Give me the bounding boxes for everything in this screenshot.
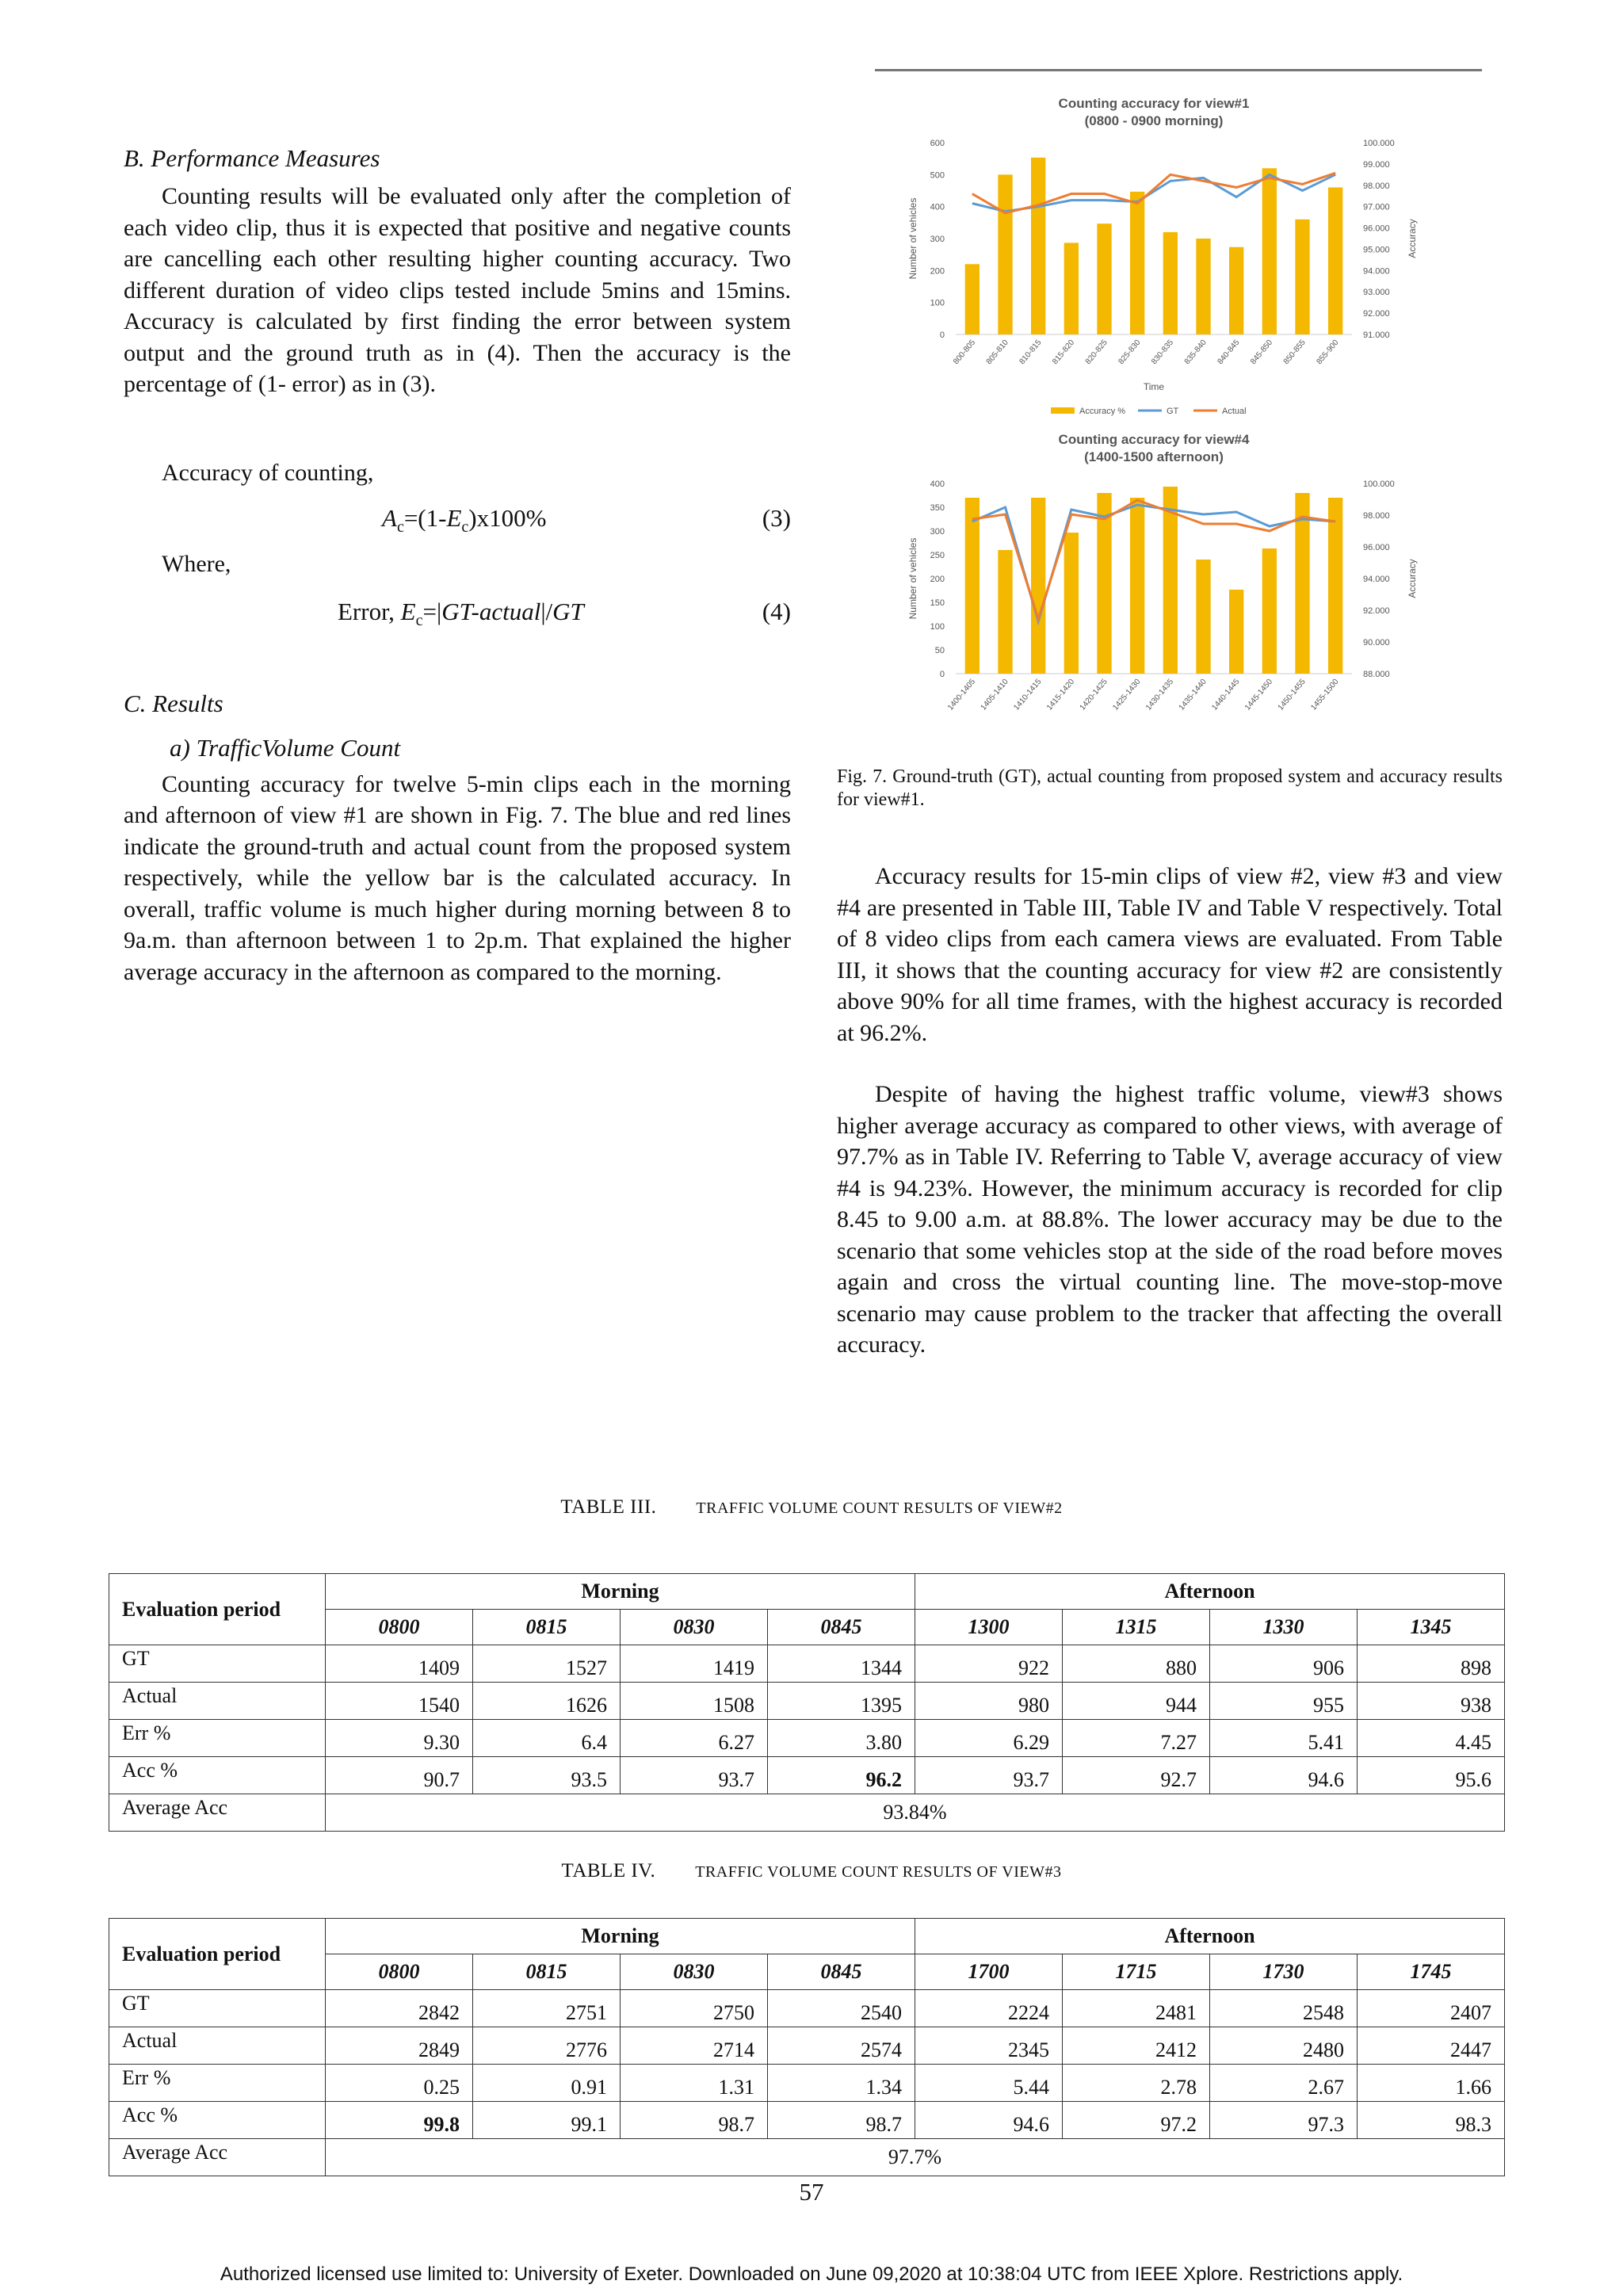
y2-tick-label: 98.000	[1363, 181, 1390, 191]
table-cell: 1540	[326, 1683, 473, 1720]
row-label: GT	[109, 1990, 326, 2027]
table-cell: 93.5	[473, 1757, 621, 1794]
table-cell: 97.3	[1210, 2102, 1358, 2139]
x-tick-label: 1410-1415	[1012, 677, 1044, 712]
y-tick-label: 350	[930, 503, 945, 513]
x-tick-label: 1435-1440	[1177, 677, 1209, 712]
table-cell: 97.2	[1063, 2102, 1210, 2139]
y2-tick-label: 93.000	[1363, 288, 1390, 298]
table-cell: 2447	[1358, 2027, 1505, 2065]
eq4-number: (4)	[762, 597, 791, 625]
eq3-error: E	[446, 504, 462, 532]
x-tick-label: 845-850	[1249, 338, 1275, 367]
line-actual	[972, 173, 1335, 212]
y-axis-label: Number of vehicles	[907, 537, 918, 620]
table4-time: 1700	[915, 1954, 1063, 1990]
table-cell: 938	[1358, 1683, 1505, 1720]
performance-measures-paragraph: Counting results will be evaluated only after the completion of each video clip, thus it is expected that positive and negative counts are cancelling each other resulting higher counting accuracy. Two different duration of video clips tested include 5mins and 15mins. Accuracy is calculated by first finding the error between system output and the ground truth as in (4). Then the accuracy is the percentage of (1- error) as in (3).	[124, 183, 791, 397]
y2-tick-label: 96.000	[1363, 223, 1390, 234]
table-cell: 93.7	[621, 1757, 768, 1794]
bar-accuracy	[1328, 187, 1342, 334]
table-cell: 1.31	[621, 2065, 768, 2102]
legend-label: GT	[1167, 407, 1179, 416]
eq4-sub: c	[415, 611, 423, 629]
eq4-symbol: E	[400, 597, 416, 625]
results-heading: C. Results	[124, 689, 223, 717]
table4	[109, 1918, 1505, 2176]
table-cell: 6.29	[915, 1720, 1063, 1757]
accuracy-label: Accuracy of counting,	[162, 459, 374, 486]
x-tick-label: 1415-1420	[1044, 677, 1077, 712]
table3-avg-label: Average Acc	[109, 1794, 326, 1832]
table3-number: TABLE III.	[560, 1496, 657, 1518]
table-cell: 906	[1210, 1645, 1358, 1683]
bar-accuracy	[1196, 239, 1210, 334]
table4-avg-value: 97.7%	[326, 2139, 1505, 2176]
bar-accuracy	[1229, 590, 1243, 674]
row-label: Acc %	[109, 2102, 326, 2139]
table-cell: 1508	[621, 1683, 768, 1720]
y-tick-label: 300	[930, 527, 945, 537]
y2-tick-label: 95.000	[1363, 245, 1390, 255]
table-cell: 4.45	[1358, 1720, 1505, 1757]
row-label: Actual	[109, 1683, 326, 1720]
chart-subtitle: (0800 - 0900 morning)	[1084, 113, 1224, 128]
x-tick-label: 1400-1405	[945, 677, 978, 712]
x-tick-label: 825-830	[1117, 338, 1143, 367]
row-label: Err %	[109, 1720, 326, 1757]
table-cell: 1344	[768, 1645, 915, 1683]
table4-time: 0815	[473, 1954, 621, 1990]
page-number: 57	[799, 2178, 824, 2206]
y2-tick-label: 97.000	[1363, 202, 1390, 212]
y-tick-label: 100	[930, 298, 945, 308]
y2-axis-label: Accuracy	[1407, 559, 1418, 598]
x-tick-label: 815-820	[1051, 338, 1077, 367]
table4-title	[0, 1860, 1623, 1882]
table-cell: 93.7	[915, 1757, 1063, 1794]
table3-time: 1330	[1210, 1610, 1358, 1645]
line-gt	[972, 505, 1335, 621]
table-cell: 5.44	[915, 2065, 1063, 2102]
table4-eval-header: Evaluation period	[109, 1919, 326, 1990]
y-tick-label: 500	[930, 170, 945, 181]
table-cell: 92.7	[1063, 1757, 1210, 1794]
eq3-op: =(1-	[403, 504, 447, 532]
eq3-tail: )x100%	[468, 504, 547, 532]
where-label: Where,	[162, 551, 231, 577]
table4-caption: TRAFFIC VOLUME COUNT RESULTS OF VIEW#3	[695, 1863, 1062, 1881]
table-cell: 2540	[768, 1990, 915, 2027]
table-cell: 9.30	[326, 1720, 473, 1757]
table-cell: 1.66	[1358, 2065, 1505, 2102]
eq4-gt: GT	[552, 597, 584, 625]
equation-3	[124, 502, 791, 537]
table4-time: 1730	[1210, 1954, 1358, 1990]
x-tick-label: 1440-1445	[1210, 677, 1242, 712]
table-cell: 2.78	[1063, 2065, 1210, 2102]
bar-accuracy	[1163, 232, 1178, 334]
x-tick-label: 1420-1425	[1078, 677, 1109, 712]
table-cell: 922	[915, 1645, 1063, 1683]
table4-time: 1745	[1358, 1954, 1505, 1990]
table3-time: 0845	[768, 1610, 915, 1645]
line-actual	[972, 500, 1335, 619]
table-cell: 94.6	[915, 2102, 1063, 2139]
row-label: Err %	[109, 2065, 326, 2102]
bar-accuracy	[998, 174, 1012, 334]
x-tick-label: 800-805	[952, 338, 978, 367]
bar-accuracy	[1295, 220, 1309, 334]
bar-accuracy	[965, 264, 980, 334]
table3-title	[0, 1496, 1623, 1519]
bar-accuracy	[1097, 223, 1111, 334]
table-cell: 955	[1210, 1683, 1358, 1720]
table-cell: 2574	[768, 2027, 915, 2065]
y-axis-label: Number of vehicles	[907, 197, 918, 280]
table-cell: 2548	[1210, 1990, 1358, 2027]
table-cell: 98.3	[1358, 2102, 1505, 2139]
y-tick-label: 200	[930, 266, 945, 277]
table4-morning-header: Morning	[326, 1919, 915, 1954]
table-row	[109, 2065, 1505, 2102]
chart-title: Counting accuracy for view#4	[1058, 432, 1250, 447]
table-cell: 3.80	[768, 1720, 915, 1757]
y-tick-label: 100	[930, 622, 945, 632]
table-cell: 1409	[326, 1645, 473, 1683]
chart-view1	[837, 48, 1503, 428]
table-cell: 94.6	[1210, 1757, 1358, 1794]
bar-accuracy	[1031, 158, 1045, 334]
table-cell: 1527	[473, 1645, 621, 1683]
y-tick-label: 0	[939, 670, 945, 679]
table-cell: 1395	[768, 1683, 915, 1720]
table-cell: 6.4	[473, 1720, 621, 1757]
bar-accuracy	[1130, 192, 1144, 334]
eq4-label: Error,	[338, 597, 401, 625]
x-tick-label: 830-835	[1150, 338, 1176, 367]
table3-caption: TRAFFIC VOLUME COUNT RESULTS OF VIEW#2	[696, 1499, 1063, 1517]
table-cell: 2480	[1210, 2027, 1358, 2065]
table4-time: 1715	[1063, 1954, 1210, 1990]
x-tick-label: 1445-1450	[1243, 677, 1275, 712]
table3	[109, 1573, 1505, 1832]
eq4-op: =|	[422, 597, 442, 625]
bar-accuracy	[1328, 498, 1342, 674]
table3-morning-header: Morning	[326, 1574, 915, 1610]
table4-number: TABLE IV.	[561, 1860, 656, 1881]
table-cell: 2750	[621, 1990, 768, 2027]
y2-tick-label: 92.000	[1363, 309, 1390, 319]
y-tick-label: 400	[930, 479, 945, 489]
table-cell: 5.41	[1210, 1720, 1358, 1757]
y-tick-label: 400	[930, 202, 945, 212]
table-cell: 880	[1063, 1645, 1210, 1683]
table4-time: 0845	[768, 1954, 915, 1990]
performance-measures-heading: B. Performance Measures	[124, 144, 380, 172]
x-tick-label: 1405-1410	[979, 677, 1010, 712]
x-tick-label: 1455-1500	[1309, 677, 1341, 712]
y2-tick-label: 94.000	[1363, 266, 1390, 277]
y2-tick-label: 99.000	[1363, 159, 1390, 170]
table-cell: 2412	[1063, 2027, 1210, 2065]
y2-tick-label: 88.000	[1363, 670, 1390, 679]
table-cell: 0.25	[326, 2065, 473, 2102]
y-tick-label: 300	[930, 235, 945, 244]
table4-avg-label: Average Acc	[109, 2139, 326, 2176]
table3-time: 1300	[915, 1610, 1063, 1645]
table-cell: 99.8	[326, 2102, 473, 2139]
right-paragraph-1: Accuracy results for 15-min clips of view #2, view #3 and view #4 are presented in Table III, Table IV and Table V respectively. Total of 8 video clips from each camera views are evaluated. From Table III, it shows that the counting accuracy for view #2 are consistently above 90% for all time frames, with the highest accuracy is recorded at 96.2%.	[837, 863, 1503, 1046]
table3-eval-header: Evaluation period	[109, 1574, 326, 1645]
table-cell: 2481	[1063, 1990, 1210, 2027]
y-tick-label: 200	[930, 575, 945, 584]
bar-accuracy	[1064, 243, 1079, 334]
y-tick-label: 600	[930, 139, 945, 148]
table-cell: 2345	[915, 2027, 1063, 2065]
table-cell: 1419	[621, 1645, 768, 1683]
results-paragraph: Counting accuracy for twelve 5-min clips each in the morning and afternoon of view #1 are shown in Fig. 7. The blue and red lines indicate the ground-truth and actual count from the proposed system respectively, while the yellow bar is the calculated accuracy. In overall, traffic volume is much higher during morning between 8 to 9a.m. than afternoon between 1 to 2p.m. That explained the higher average accuracy in the afternoon as compared to the morning.	[124, 770, 791, 985]
x-tick-label: 1425-1430	[1111, 677, 1143, 712]
bar-accuracy	[1064, 533, 1079, 674]
bar-accuracy	[1262, 548, 1277, 674]
table-cell: 98.7	[621, 2102, 768, 2139]
right-paragraph-2: Despite of having the highest traffic volume, view#3 shows higher average accuracy as compared to other views, with average of 97.7% as in Table IV. Referring to Table V, average accuracy of view #4 is 94.23%. However, the minimum accuracy is recorded for clip 8.45 to 9.00 a.m. at 88.8%. The lower accuracy may be due to the scenario that some vehicles stop at the side of the road before moves again and cross the virtual counting line. The move-stop-move scenario may cause problem to the tracker that affecting the overall accuracy.	[837, 1081, 1503, 1358]
table-cell: 2407	[1358, 1990, 1505, 2027]
table-cell: 2751	[473, 1990, 621, 2027]
table-cell: 2224	[915, 1990, 1063, 2027]
legend-label: Actual	[1222, 407, 1247, 416]
table-cell: 2842	[326, 1990, 473, 2027]
table-cell: 7.27	[1063, 1720, 1210, 1757]
table3-afternoon-header: Afternoon	[915, 1574, 1505, 1610]
y2-tick-label: 100.000	[1363, 139, 1395, 148]
bar-accuracy	[965, 498, 980, 674]
table3-time: 0800	[326, 1610, 473, 1645]
footer-license: Authorized licensed use limited to: University of Exeter. Downloaded on June 09,2020 at 10:38:04 UTC from IEEE Xplore. Restrictions apply.	[220, 2264, 1403, 2285]
table3-time: 1315	[1063, 1610, 1210, 1645]
y2-axis-label: Accuracy	[1407, 219, 1418, 258]
left-column	[124, 143, 791, 988]
x-tick-label: 835-840	[1182, 338, 1209, 367]
table-row	[109, 1720, 1505, 1757]
table4-time: 0800	[326, 1954, 473, 1990]
bar-accuracy	[1031, 498, 1045, 674]
table-cell: 99.1	[473, 2102, 621, 2139]
table-cell: 2776	[473, 2027, 621, 2065]
x-tick-label: 850-855	[1281, 338, 1308, 367]
bar-accuracy	[1130, 498, 1144, 674]
row-label: Actual	[109, 2027, 326, 2065]
table-row	[109, 1990, 1505, 2027]
table-cell: 2849	[326, 2027, 473, 2065]
y-tick-label: 250	[930, 551, 945, 560]
table-row	[109, 2027, 1505, 2065]
table-cell: 98.7	[768, 2102, 915, 2139]
table-cell: 1.34	[768, 2065, 915, 2102]
x-tick-label: 810-815	[1018, 338, 1044, 367]
figure-caption: Fig. 7. Ground-truth (GT), actual counting from proposed system and accuracy results for view#1.	[837, 766, 1503, 810]
x-tick-label: 1450-1455	[1276, 677, 1308, 712]
y-tick-label: 50	[934, 646, 945, 655]
table-cell: 6.27	[621, 1720, 768, 1757]
table-cell: 944	[1063, 1683, 1210, 1720]
eq4-div: |/	[540, 597, 553, 625]
traffic-volume-heading: a) TrafficVolume Count	[170, 733, 401, 762]
x-tick-label: 1430-1435	[1144, 677, 1176, 712]
table-cell: 2.67	[1210, 2065, 1358, 2102]
x-tick-label: 840-845	[1216, 338, 1242, 367]
table3-time: 0830	[621, 1610, 768, 1645]
chart-subtitle: (1400-1500 afternoon)	[1084, 449, 1224, 464]
y2-tick-label: 98.000	[1363, 511, 1390, 521]
x-tick-label: 820-825	[1083, 338, 1109, 367]
table-cell: 1626	[473, 1683, 621, 1720]
y2-tick-label: 100.000	[1363, 479, 1395, 489]
y-tick-label: 150	[930, 598, 945, 608]
y2-tick-label: 96.000	[1363, 543, 1390, 552]
table-cell: 898	[1358, 1645, 1505, 1683]
eq3-number: (3)	[762, 504, 791, 532]
y2-tick-label: 94.000	[1363, 575, 1390, 584]
eq4-diff: GT-actual	[441, 597, 541, 625]
table-cell: 96.2	[768, 1757, 915, 1794]
y2-tick-label: 90.000	[1363, 638, 1390, 648]
table-row	[109, 1683, 1505, 1720]
table-row	[109, 1645, 1505, 1683]
x-tick-label: 805-810	[984, 338, 1010, 367]
legend-label: Accuracy %	[1079, 407, 1126, 416]
eq3-sub2: c	[461, 518, 469, 537]
legend-swatch	[1051, 407, 1075, 414]
table-cell: 0.91	[473, 2065, 621, 2102]
bar-accuracy	[1196, 560, 1210, 674]
y2-tick-label: 91.000	[1363, 330, 1390, 340]
row-label: GT	[109, 1645, 326, 1683]
equation-4	[124, 596, 791, 628]
x-tick-label: 855-900	[1315, 338, 1341, 367]
eq3-symbol: A	[382, 504, 397, 532]
y2-tick-label: 92.000	[1363, 606, 1390, 616]
table3-time: 0815	[473, 1610, 621, 1645]
table-cell: 90.7	[326, 1757, 473, 1794]
chart-title: Counting accuracy for view#1	[1058, 96, 1250, 111]
table-cell: 980	[915, 1683, 1063, 1720]
table3-time: 1345	[1358, 1610, 1505, 1645]
table4-time: 0830	[621, 1954, 768, 1990]
x-axis-label: Time	[1143, 381, 1165, 392]
bar-accuracy	[1229, 247, 1243, 334]
table-cell: 2714	[621, 2027, 768, 2065]
table-cell: 95.6	[1358, 1757, 1505, 1794]
y-tick-label: 0	[939, 330, 945, 340]
bar-accuracy	[1262, 168, 1277, 334]
row-label: Acc %	[109, 1757, 326, 1794]
table4-afternoon-header: Afternoon	[915, 1919, 1505, 1954]
table-row	[109, 2102, 1505, 2139]
table-row	[109, 1757, 1505, 1794]
chart-view4	[837, 428, 1503, 737]
bar-accuracy	[998, 550, 1012, 674]
eq3-sub: c	[396, 518, 404, 537]
right-column	[837, 48, 1503, 1361]
table3-avg-value: 93.84%	[326, 1794, 1505, 1832]
